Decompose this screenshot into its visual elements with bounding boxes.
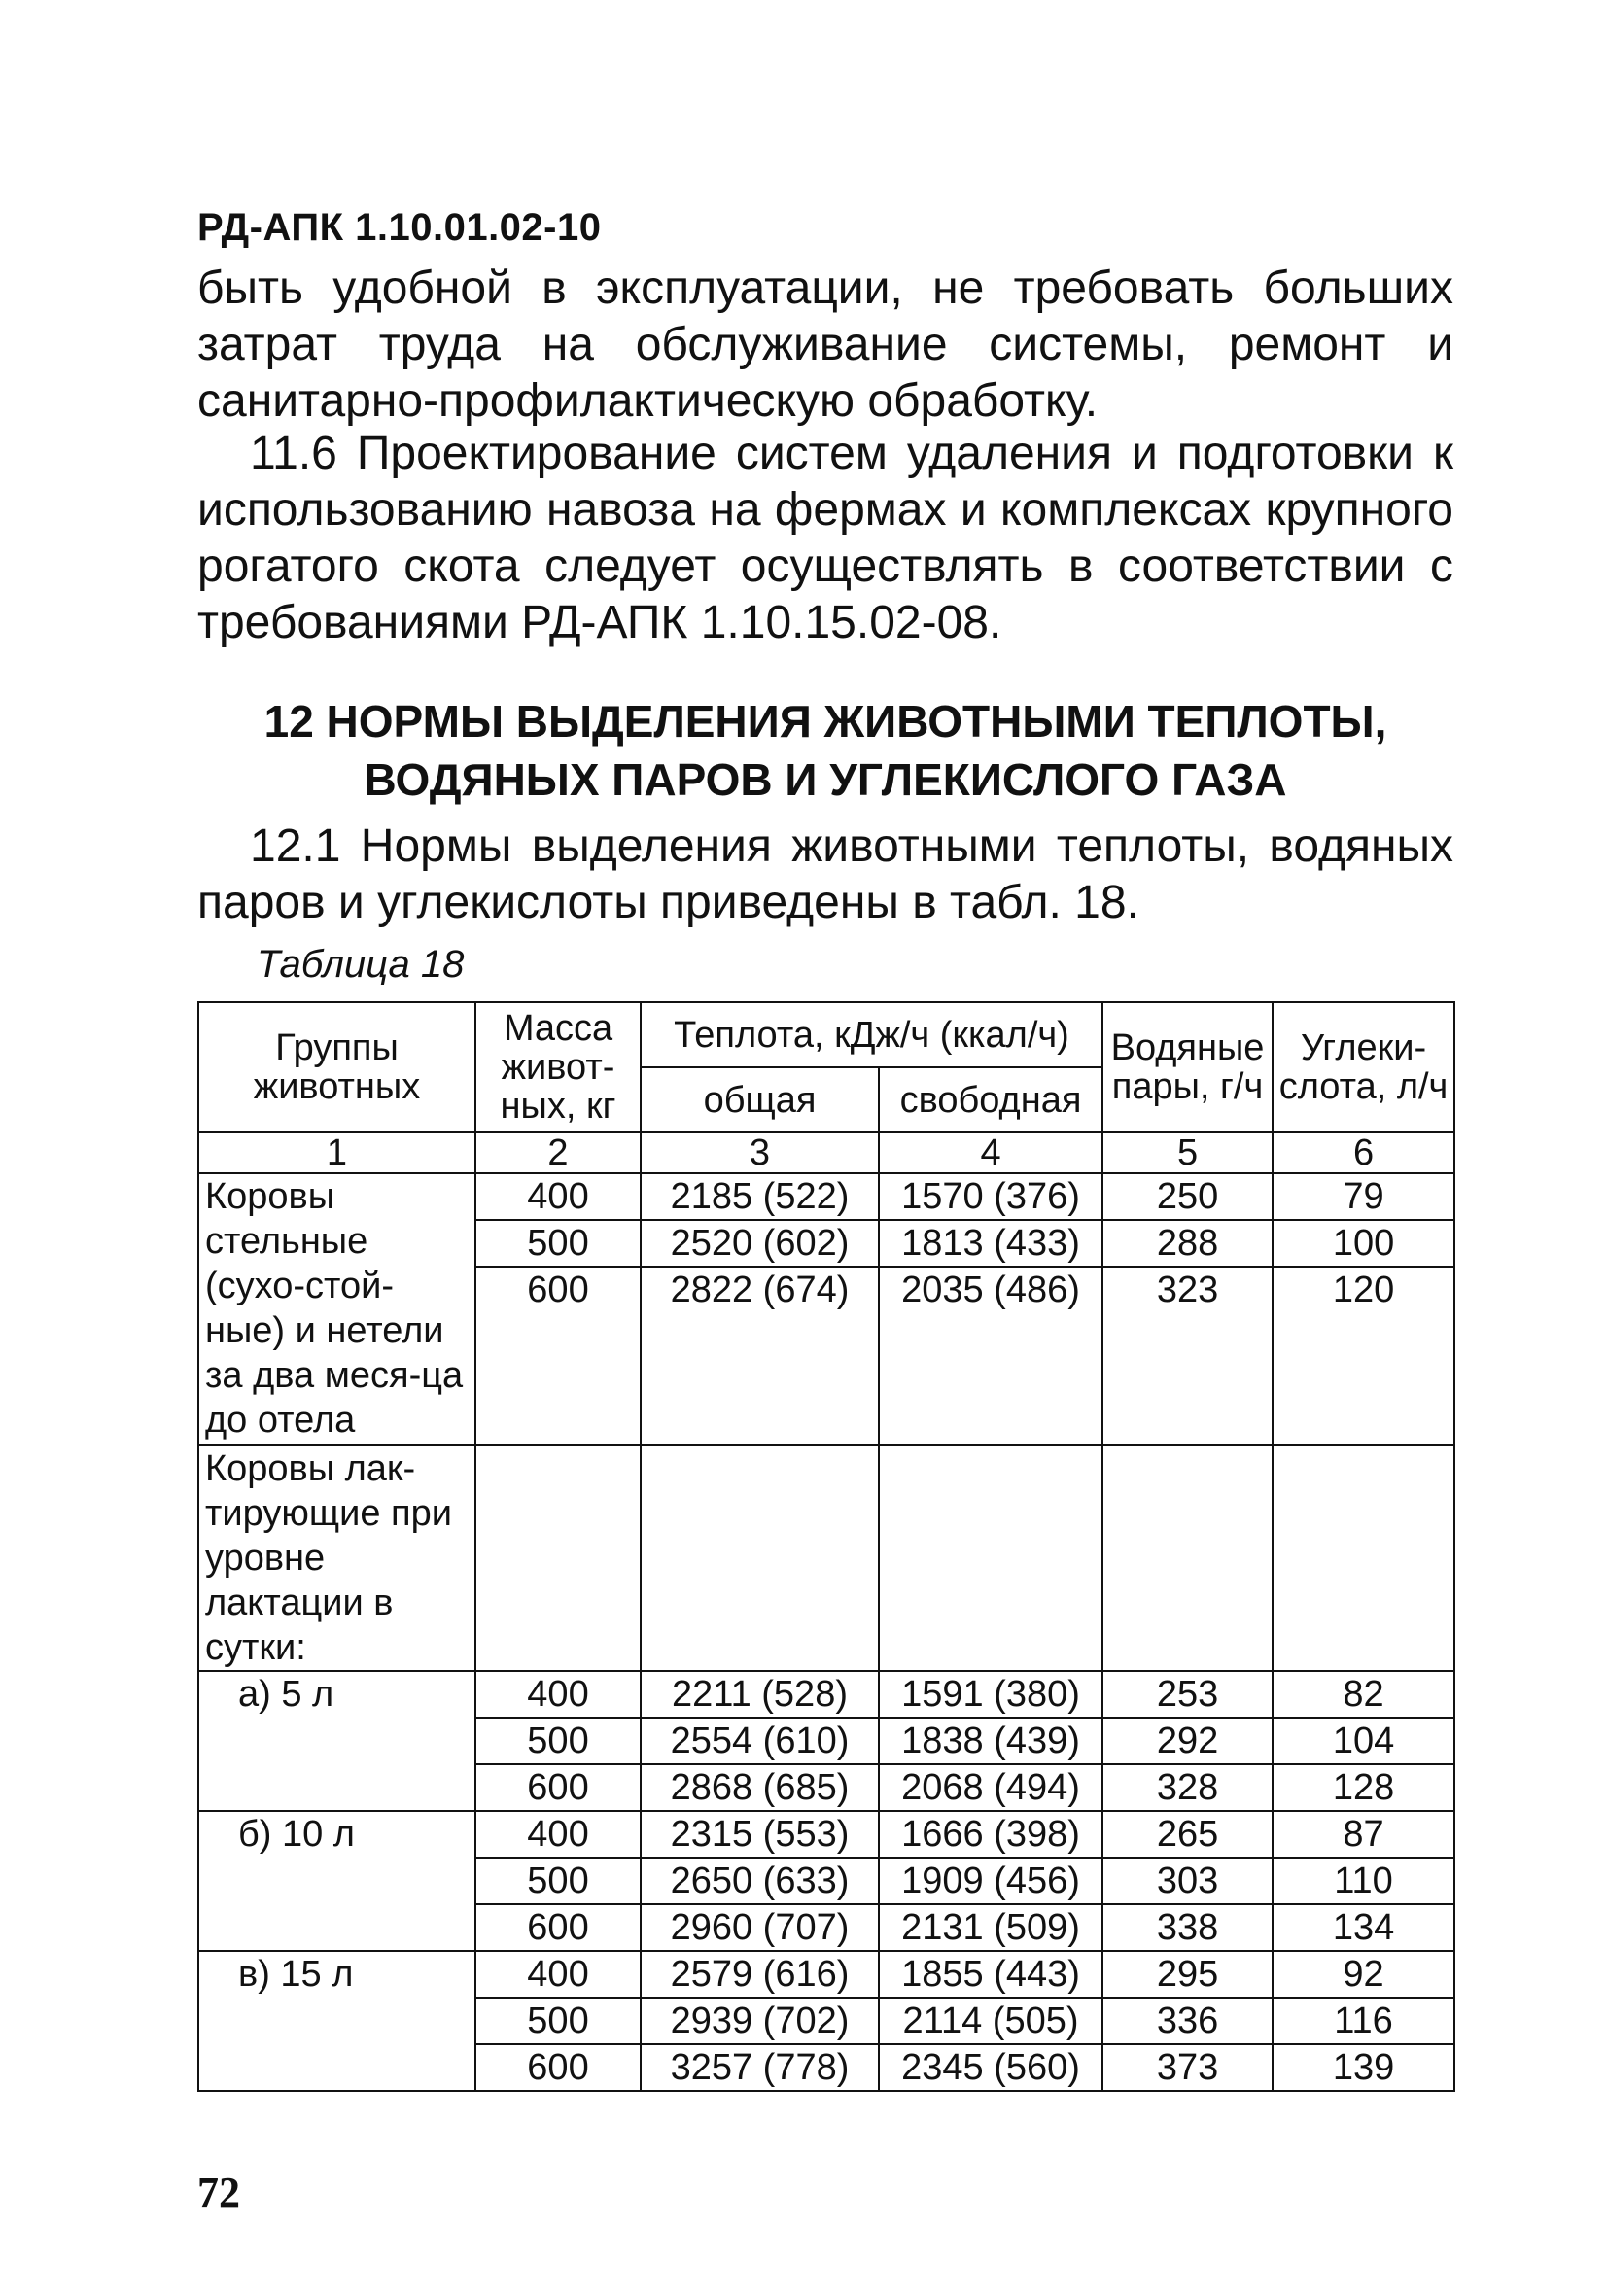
table-caption: Таблица 18 [257,943,465,986]
empty-cell [1273,1445,1454,1671]
cell-heat-free: 2114 (505) [879,1998,1102,2044]
header-groups: Группы животных [198,1002,475,1132]
cell-heat-free: 1909 (456) [879,1858,1102,1904]
column-number: 2 [475,1132,641,1173]
empty-cell [879,1445,1102,1671]
empty-cell [641,1445,879,1671]
cell-heat-total: 3257 (778) [641,2044,879,2091]
table-header-row [198,1002,1454,1067]
group-label-lactating-cows: Коровы лак-тирующие при уровне лактации в сутки: [198,1445,475,1671]
section-title-line-2: ВОДЯНЫХ ПАРОВ И УГЛЕКИСЛОГО ГАЗА [364,754,1287,805]
cell-heat-total: 2579 (616) [641,1951,879,1998]
header-heat-total: общая [641,1067,879,1132]
header-heat-free: свободная [879,1067,1102,1132]
cell-heat-free: 2345 (560) [879,2044,1102,2091]
cell-mass: 600 [475,1267,641,1445]
cell-mass: 400 [475,1671,641,1718]
cell-heat-total: 2185 (522) [641,1173,879,1220]
cell-vapor: 292 [1102,1718,1273,1764]
cell-mass: 400 [475,1173,641,1220]
header-heat: Теплота, кДж/ч (ккал/ч) [641,1002,1102,1067]
cell-vapor: 373 [1102,2044,1273,2091]
page-number: 72 [197,2169,240,2216]
cell-mass: 500 [475,1718,641,1764]
subgroup-label: а) 5 л [198,1671,475,1811]
cell-heat-free: 1855 (443) [879,1951,1102,1998]
cell-heat-total: 2520 (602) [641,1220,879,1267]
column-number: 1 [198,1132,475,1173]
cell-heat-free: 2131 (509) [879,1904,1102,1951]
cell-heat-total: 2315 (553) [641,1811,879,1858]
cell-mass: 600 [475,1764,641,1811]
cell-mass: 400 [475,1811,641,1858]
cell-mass: 500 [475,1998,641,2044]
subgroup-label: б) 10 л [198,1811,475,1951]
cell-vapor: 323 [1102,1267,1273,1445]
cell-heat-total: 2822 (674) [641,1267,879,1445]
cell-co2: 110 [1273,1858,1454,1904]
cell-vapor: 328 [1102,1764,1273,1811]
paragraph-11-6: 11.6 Проектирование систем удаления и подготовки к использованию навоза на фермах и комплексах крупного рогатого скота следует осуществлять в соответствии с требованиями РД-АПК 1.10.15.02-08. [197,428,1453,648]
empty-cell [475,1445,641,1671]
column-number: 5 [1102,1132,1273,1173]
table-row [198,1445,1454,1671]
cell-heat-free: 2035 (486) [879,1267,1102,1445]
cell-mass: 600 [475,2044,641,2091]
section-title [197,692,1453,809]
cell-co2: 116 [1273,1998,1454,2044]
cell-heat-total: 2960 (707) [641,1904,879,1951]
column-number: 3 [641,1132,879,1173]
cell-co2: 134 [1273,1904,1454,1951]
header-mass: Масса живот-ных, кг [475,1002,641,1132]
cell-vapor: 303 [1102,1858,1273,1904]
cell-heat-total: 2554 (610) [641,1718,879,1764]
cell-co2: 87 [1273,1811,1454,1858]
cell-heat-free: 1813 (433) [879,1220,1102,1267]
cell-mass: 400 [475,1951,641,1998]
header-co2: Углеки-слота, л/ч [1273,1002,1454,1132]
emission-norms-table [197,1001,1455,2092]
table-row [198,1173,1454,1220]
table-row [198,1951,1454,1998]
cell-vapor: 336 [1102,1998,1273,2044]
column-number: 6 [1273,1132,1454,1173]
header-vapor: Водяные пары, г/ч [1102,1002,1273,1132]
cell-vapor: 265 [1102,1811,1273,1858]
cell-heat-free: 1838 (439) [879,1718,1102,1764]
cell-heat-total: 2868 (685) [641,1764,879,1811]
cell-heat-free: 1591 (380) [879,1671,1102,1718]
cell-heat-free: 1570 (376) [879,1173,1102,1220]
cell-heat-free: 2068 (494) [879,1764,1102,1811]
cell-co2: 128 [1273,1764,1454,1811]
cell-mass: 500 [475,1220,641,1267]
table-row [198,1811,1454,1858]
subgroup-label: в) 15 л [198,1951,475,2091]
cell-mass: 600 [475,1904,641,1951]
paragraph-12-1: 12.1 Нормы выделения животными теплоты, водяных паров и углекислоты приведены в табл. 18. [197,820,1453,928]
cell-co2: 79 [1273,1173,1454,1220]
cell-co2: 139 [1273,2044,1454,2091]
cell-vapor: 295 [1102,1951,1273,1998]
cell-co2: 100 [1273,1220,1454,1267]
cell-vapor: 338 [1102,1904,1273,1951]
group-label-pregnant-cows: Коровы стельные (сухо-стой-ные) и нетели за два меся-ца до отела [198,1173,475,1445]
empty-cell [1102,1445,1273,1671]
cell-heat-free: 1666 (398) [879,1811,1102,1858]
paragraph-continuation: быть удобной в эксплуатации, не требовать больших затрат труда на обслуживание системы, ремонт и санитарно-профилактическую обработку. [197,262,1453,427]
cell-mass: 500 [475,1858,641,1904]
cell-heat-total: 2650 (633) [641,1858,879,1904]
cell-vapor: 250 [1102,1173,1273,1220]
cell-vapor: 288 [1102,1220,1273,1267]
cell-co2: 92 [1273,1951,1454,1998]
cell-heat-total: 2939 (702) [641,1998,879,2044]
section-title-line-1: 12 НОРМЫ ВЫДЕЛЕНИЯ ЖИВОТНЫМИ ТЕПЛОТЫ, [263,696,1387,747]
column-number: 4 [879,1132,1102,1173]
document-code: РД-АПК 1.10.01.02-10 [197,206,602,249]
cell-co2: 120 [1273,1267,1454,1445]
column-number-row [198,1132,1454,1173]
cell-co2: 104 [1273,1718,1454,1764]
cell-vapor: 253 [1102,1671,1273,1718]
table-row [198,1671,1454,1718]
cell-co2: 82 [1273,1671,1454,1718]
cell-heat-total: 2211 (528) [641,1671,879,1718]
